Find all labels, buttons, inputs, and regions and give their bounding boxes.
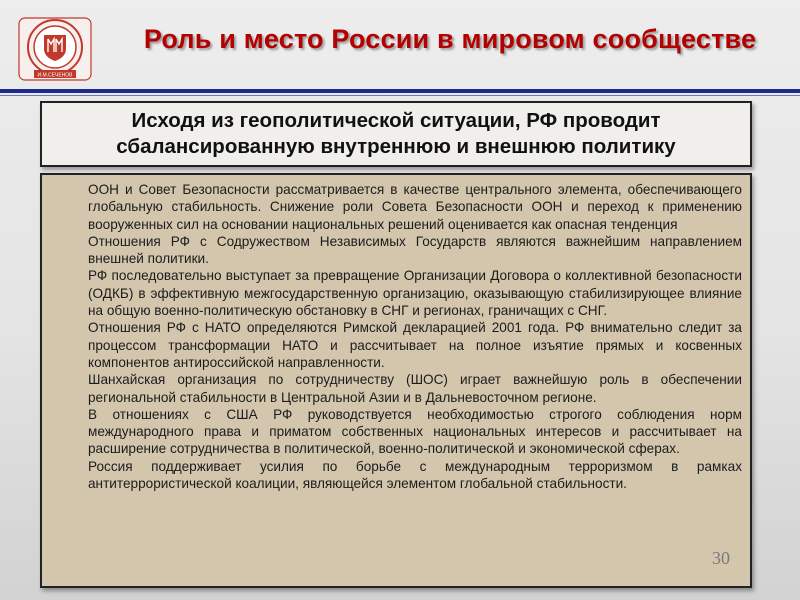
university-emblem-icon xyxy=(18,17,92,81)
list-item-text: Шанхайская организация по сотрудничеству (ШОС) играет важнейшую роль в обеспечении региональной стабильности в Центральной Азии и в Дальневосточном регионе. xyxy=(88,372,742,405)
bullet-list xyxy=(42,175,750,492)
list-item xyxy=(46,406,742,458)
university-logo xyxy=(18,17,92,81)
subtitle-box xyxy=(40,101,752,167)
subtitle-text xyxy=(116,108,675,160)
content-box xyxy=(40,173,752,588)
list-item xyxy=(46,458,742,493)
list-item-text: ООН и Совет Безопасности рассматривается в качестве центрального элемента, обеспечивающего глобальную стабильность. Снижение роли Совета Безопасности ООН и переход к применению вооруженных сил на основании национальных решений оценивается как опасная тенденция xyxy=(88,182,742,232)
list-item-text: Россия поддерживает усилия по борьбе с международным терроризмом в рамках антитеррористической коалиции, являющейся элементом глобальной стабильности. xyxy=(88,458,742,492)
list-item-text: РФ последовательно выступает за превращение Организации Договора о коллективной безопасности (ОДКБ) в эффективную межгосударственную организацию, оказывающую стабилизирующее влияние на общую военно-политическую обстановку в СНГ и регионах, граничащих с СНГ. xyxy=(88,268,742,319)
list-item xyxy=(46,181,742,233)
page-title: Роль и место России в мировом сообществе xyxy=(143,24,757,54)
header-divider-thin xyxy=(0,95,800,96)
list-item xyxy=(46,319,742,371)
list-item xyxy=(46,371,742,406)
list-item-text: Отношения РФ с НАТО определяются Римской декларацией 2001 года. РФ внимательно следит за процессом трансформации НАТО и рассчитывает на полное изъятие прямых и косвенных компонентов антироссийской направленности. xyxy=(88,320,742,370)
subtitle-line-2: сбалансированную внутреннюю и внешнюю политику xyxy=(116,135,676,158)
header-divider xyxy=(0,89,800,93)
list-item xyxy=(46,267,742,319)
page-number: 30 xyxy=(712,548,730,568)
list-item-text: В отношениях с США РФ руководствуется необходимостью строгого соблюдения норм международного права и приматом собственных национальных интересов и рассчитывает на расширение сотрудничества в политической, военно-политической и экономической сферах. xyxy=(88,406,742,457)
subtitle-line-1: Исходя из геополитической ситуации, РФ проводит xyxy=(131,109,661,132)
list-item-text: Отношения РФ с Содружеством Независимых Государств являются важнейшим направлением внешней политики. xyxy=(88,233,742,267)
logo-caption: И.М.СЕЧЕНОВ xyxy=(37,72,73,79)
list-item xyxy=(46,233,742,268)
